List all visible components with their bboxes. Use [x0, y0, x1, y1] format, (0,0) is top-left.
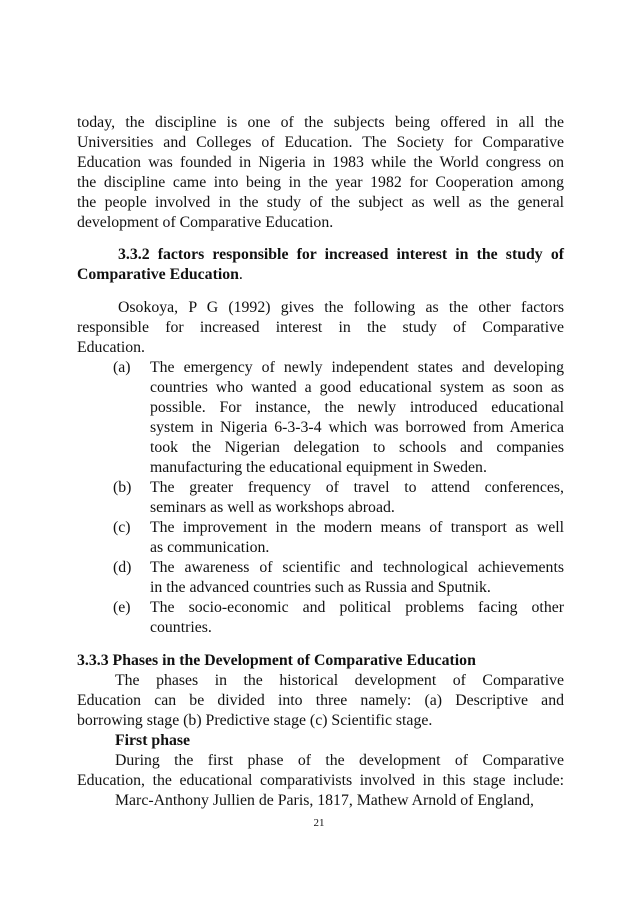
factor-e-label: (e) [113, 599, 131, 616]
factor-b-label: (b) [113, 479, 132, 496]
section-332-heading-period: . [238, 266, 243, 283]
factor-c-line: as communication. [150, 539, 270, 556]
factor-c-line: The improvement in the modern means of transport as well [150, 519, 564, 536]
section-333-paragraph-line: borrowing stage (b) Predictive stage (c) Scientific stage. [77, 712, 433, 729]
paragraph-1-line: the people involved in the study of the subject as well as the general [77, 194, 564, 211]
factor-e-line: countries. [150, 619, 212, 636]
section-332-heading-bold: Comparative Education [77, 266, 239, 283]
factor-a-label: (a) [113, 359, 131, 376]
intro-line: responsible for increased interest in the study of Comparative [77, 319, 564, 336]
page-number: 21 [313, 817, 325, 829]
factor-e-line: The socio-economic and political problems facing other [150, 599, 564, 616]
section-332-heading-line2 [77, 265, 243, 285]
intro-line: Education. [77, 339, 145, 356]
factor-a-line: manufacturing the educational equipment in Sweden. [150, 459, 487, 476]
factor-a-line: countries who wanted a good educational system as soon as [150, 379, 564, 396]
factor-d-label: (d) [113, 559, 132, 576]
paragraph-1-line: today, the discipline is one of the subjects being offered in all the [77, 114, 564, 131]
factor-c-label: (c) [113, 519, 131, 536]
first-phase-subheading: First phase [115, 732, 191, 749]
factor-a-line: possible. For instance, the newly introduced educational [150, 399, 564, 416]
first-phase-line: During the first phase of the development of Comparative [115, 752, 564, 769]
paragraph-1-line: Universities and Colleges of Education. The Society for Comparative [77, 134, 564, 151]
paragraph-1-line: development of Comparative Education. [77, 214, 334, 231]
factor-a-line: The emergency of newly independent states and developing [150, 359, 564, 376]
section-333-heading: 3.3.3 Phases in the Development of Comparative Education [77, 652, 476, 669]
paragraph-1-line: the discipline came into being in the year 1982 for Cooperation among [77, 174, 564, 191]
factor-a-line: took the Nigerian delegation to schools and companies [150, 439, 564, 456]
factor-b-line: The greater frequency of travel to attend conferences, [150, 479, 564, 496]
first-phase-line: Education, the educational comparativists involved in this stage include: [77, 772, 564, 789]
section-333-paragraph-line: The phases in the historical development of Comparative [115, 672, 564, 689]
factor-b-line: seminars as well as workshops abroad. [150, 499, 395, 516]
first-phase-line: Marc-Anthony Jullien de Paris, 1817, Mathew Arnold of England, [115, 792, 534, 809]
section-332-heading: 3.3.2 factors responsible for increased interest in the study of [118, 246, 564, 263]
factor-a-line: system in Nigeria 6-3-3-4 which was borrowed from America [150, 419, 564, 436]
intro-line: Osokoya, P G (1992) gives the following as the other factors [118, 299, 564, 316]
factor-d-line: in the advanced countries such as Russia and Sputnik. [150, 579, 491, 596]
factor-d-line: The awareness of scientific and technological achievements [150, 559, 564, 576]
section-333-paragraph-line: Education can be divided into three namely: (a) Descriptive and [77, 692, 564, 709]
paragraph-1-line: Education was founded in Nigeria in 1983 while the World congress on [77, 154, 564, 171]
